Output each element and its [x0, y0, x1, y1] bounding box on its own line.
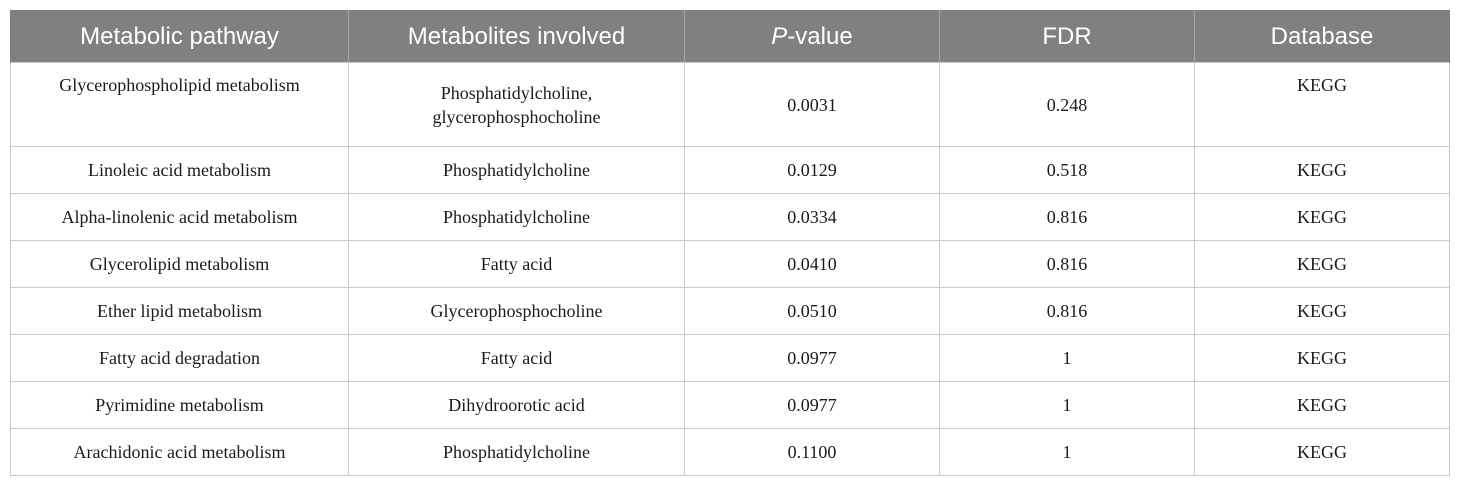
cell-fdr: 0.518 [940, 147, 1195, 194]
cell-database: KEGG [1195, 147, 1450, 194]
table-container [10, 10, 1449, 476]
header-row [11, 11, 1450, 63]
pathway-table [10, 10, 1450, 476]
cell-p-value: 0.0031 [685, 63, 940, 147]
header-database: Database [1195, 11, 1450, 63]
cell-fdr: 1 [940, 382, 1195, 429]
cell-fdr: 0.248 [940, 63, 1195, 147]
cell-p-value: 0.0129 [685, 147, 940, 194]
header-fdr: FDR [940, 11, 1195, 63]
cell-fdr: 0.816 [940, 241, 1195, 288]
cell-fdr: 1 [940, 429, 1195, 476]
cell-pathway: Alpha-linolenic acid metabolism [11, 194, 349, 241]
header-p-italic: P [771, 22, 788, 50]
table-row [11, 429, 1450, 476]
cell-pathway: Glycerolipid metabolism [11, 241, 349, 288]
cell-database: KEGG [1195, 241, 1450, 288]
cell-p-value: 0.0977 [685, 382, 940, 429]
cell-database: KEGG [1195, 429, 1450, 476]
cell-database: KEGG [1195, 63, 1450, 147]
cell-pathway: Arachidonic acid metabolism [11, 429, 349, 476]
cell-pathway: Ether lipid metabolism [11, 288, 349, 335]
cell-metabolites: Fatty acid [349, 241, 685, 288]
cell-pathway: Fatty acid degradation [11, 335, 349, 382]
cell-metabolites: Phosphatidylcholine [349, 194, 685, 241]
cell-metabolites-line2: glycerophosphocholine [432, 106, 601, 127]
cell-metabolites [349, 63, 685, 147]
cell-metabolites: Glycerophosphocholine [349, 288, 685, 335]
cell-database: KEGG [1195, 335, 1450, 382]
table-row [11, 382, 1450, 429]
cell-p-value: 0.0410 [685, 241, 940, 288]
cell-p-value: 0.1100 [685, 429, 940, 476]
cell-pathway: Glycerophospholipid metabolism [11, 63, 349, 147]
table-row [11, 147, 1450, 194]
cell-metabolites-line1: Phosphatidylcholine, [440, 82, 593, 103]
header-pathway: Metabolic pathway [11, 11, 349, 63]
cell-fdr: 1 [940, 335, 1195, 382]
cell-database: KEGG [1195, 194, 1450, 241]
cell-database: KEGG [1195, 382, 1450, 429]
table-row [11, 335, 1450, 382]
cell-pathway: Pyrimidine metabolism [11, 382, 349, 429]
header-p-rest: -value [787, 22, 853, 50]
cell-fdr: 0.816 [940, 194, 1195, 241]
table-row [11, 63, 1450, 147]
cell-fdr: 0.816 [940, 288, 1195, 335]
cell-p-value: 0.0334 [685, 194, 940, 241]
table-row [11, 241, 1450, 288]
cell-metabolites: Phosphatidylcholine [349, 429, 685, 476]
cell-p-value: 0.0510 [685, 288, 940, 335]
table-row [11, 194, 1450, 241]
cell-p-value: 0.0977 [685, 335, 940, 382]
cell-metabolites: Fatty acid [349, 335, 685, 382]
cell-metabolites: Phosphatidylcholine [349, 147, 685, 194]
cell-metabolites: Dihydroorotic acid [349, 382, 685, 429]
cell-pathway: Linoleic acid metabolism [11, 147, 349, 194]
header-metabolites: Metabolites involved [349, 11, 685, 63]
cell-database: KEGG [1195, 288, 1450, 335]
table-row [11, 288, 1450, 335]
header-p-value [685, 11, 940, 63]
